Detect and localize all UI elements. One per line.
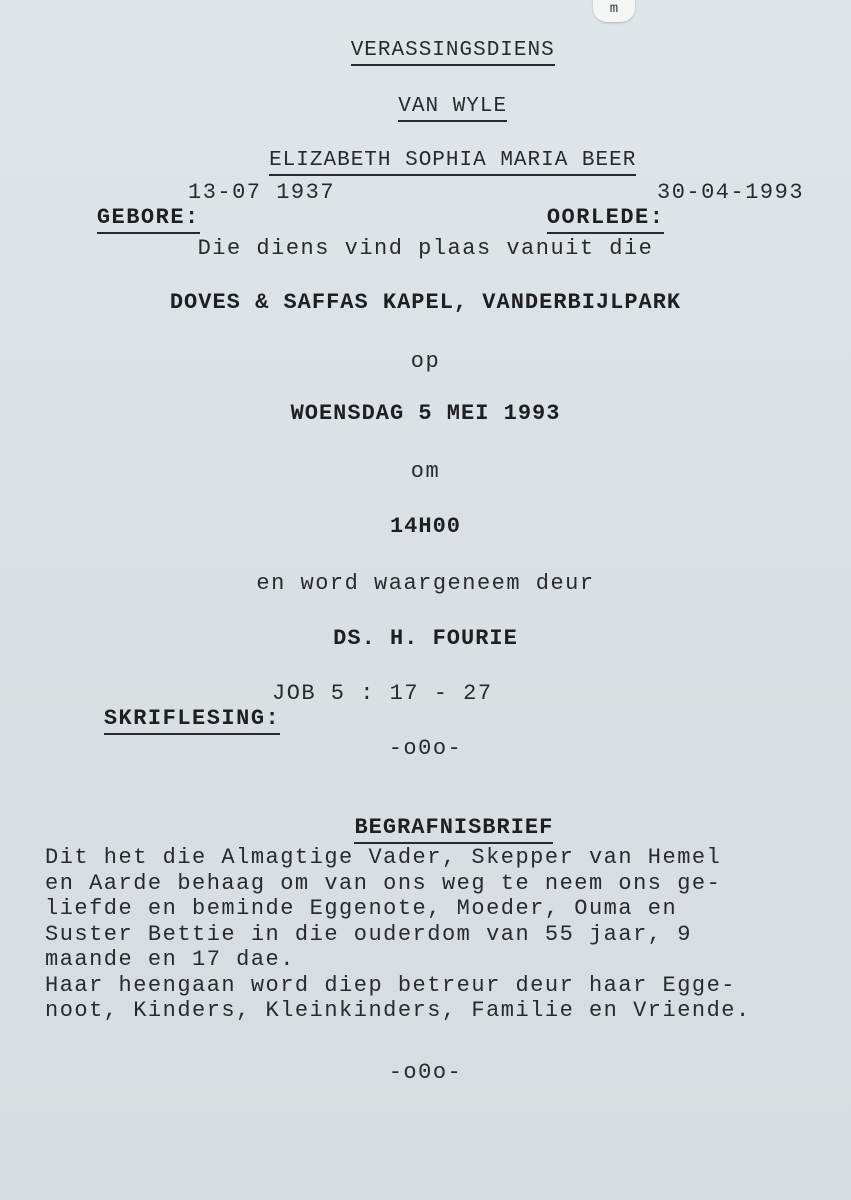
letter-body (45, 845, 845, 1024)
service-time: 14H00 (389, 514, 461, 539)
deceased-name: ELIZABETH SOPHIA MARIA BEER (269, 149, 636, 176)
letter-line: liefde en beminde Eggenote, Moeder, Ouma en (45, 896, 678, 921)
letter-line: Dit het die Almagtige Vader, Skepper van Hemel (45, 845, 722, 870)
service-venue: DOVES & SAFFAS KAPEL, VANDERBIJLPARK (169, 290, 682, 315)
letter-line: Haar heengaan word diep betreur deur haar Egge- (45, 972, 737, 998)
service-officiated: en word waargeneem deur (256, 571, 595, 596)
service-intro: Die diens vind plaas vanuit die (197, 236, 654, 261)
born-label: GEBORE: (38, 180, 200, 255)
died-value: 30-04-1993 (657, 180, 805, 205)
corner-mark: m (593, 0, 635, 22)
van-wyle: VAN WYLE (398, 95, 507, 122)
document-title: VERASSINGSDIENS (351, 39, 555, 66)
service-at: om (410, 459, 441, 484)
end-separator: -o0o- (388, 1060, 463, 1085)
separator: -o0o- (388, 736, 463, 761)
letter-line: noot, Kinders, Kleinkinders, Familie en Vriende. (45, 998, 751, 1023)
letter-line: Suster Bettie in die ouderdom van 55 jaar, 9 (45, 921, 692, 947)
reading-label: SKRIFLESING: (45, 681, 280, 756)
service-on: op (410, 349, 441, 374)
died-label: OORLEDE: (488, 180, 664, 255)
letter-line: maande en 17 dae. (45, 947, 295, 972)
letter-line: en Aarde behaag om van ons weg te neem ons ge- (45, 870, 722, 896)
born-value: 13-07 1937 (188, 180, 336, 205)
minister-name: DS. H. FOURIE (333, 626, 518, 651)
service-date: WOENSDAG 5 MEI 1993 (290, 401, 561, 426)
reading-value: JOB 5 : 17 - 27 (272, 681, 493, 706)
letter-title: BEGRAFNISBRIEF (354, 815, 553, 844)
